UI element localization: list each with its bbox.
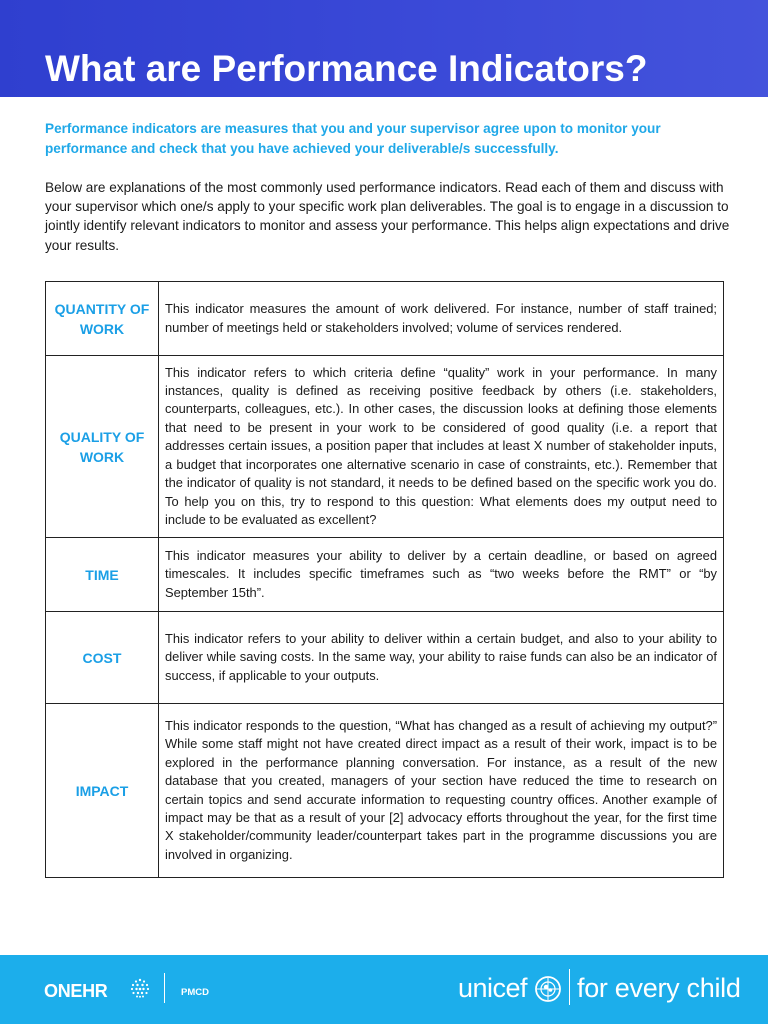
tagline: for every child — [577, 973, 741, 1003]
table-row — [46, 356, 724, 538]
indicator-label: IMPACT — [46, 704, 159, 878]
indicator-label: QUALITY OF WORK — [46, 356, 159, 538]
table-row — [46, 538, 724, 612]
page-header — [0, 0, 768, 97]
intro-text: Performance indicators are measures that you and your supervisor agree upon to monitor your performance and check that you have achieved your deliverable/s successfully. — [45, 121, 661, 156]
body-text: Below are explanations of the most commonly used performance indicators. Read each of them and discuss with your supervisor which one/s apply to your specific work plan deliverables. The goal is to engage in a discussion to jointly identify relevant indicators to monitor and assess your performance. This helps align expectations and drive your results. — [45, 180, 730, 253]
indicator-description: This indicator responds to the question, “What has changed as a result of achieving my output?” While some staff might not have created direct impact as a result of their work, impact is to be explored in the performance planning conversation. For instance, as a result of the new database that you created, managers of your section have reduced the time to research on certain topics and send accurate information to requesting country offices. Another example of impact may be that as a result of your [2] advocacy efforts throughout the year, for the first time X stakeholder/community leader/counterpart takes part in the programme discussions you are involved in organizing. — [159, 704, 724, 878]
page-title: What are Performance Indicators? — [45, 48, 648, 89]
footer-divider — [164, 973, 165, 1003]
indicators-table — [45, 281, 724, 878]
indicator-label: COST — [46, 612, 159, 704]
unicef-logo-text: unicef — [458, 973, 528, 1003]
table-row — [46, 612, 724, 704]
pmcd-label: PMCD — [181, 987, 209, 998]
onehr-logo: ONEHR — [44, 981, 108, 1001]
indicator-label: QUANTITY OF WORK — [46, 282, 159, 356]
indicator-label: TIME — [46, 538, 159, 612]
page-footer — [0, 955, 768, 1024]
unicef-emblem-icon — [534, 975, 562, 1003]
table-row — [46, 704, 724, 878]
globe-dots-icon — [130, 978, 150, 998]
indicator-description: This indicator measures the amount of work delivered. For instance, number of staff trained; number of meetings held or stakeholders involved; volume of services rendered. — [159, 282, 724, 356]
table-row — [46, 282, 724, 356]
footer-divider — [569, 969, 570, 1005]
indicator-description: This indicator measures your ability to deliver by a certain deadline, or based on agreed timescales. It includes specific timeframes such as “two weeks before the RMT” or “by September 15th”. — [159, 538, 724, 612]
indicator-description: This indicator refers to your ability to deliver within a certain budget, and also to your ability to deliver while saving costs. In the same way, your ability to raise funds can also be an indicator of success, if applicable to your outputs. — [159, 612, 724, 704]
indicator-description: This indicator refers to which criteria define “quality” work in your performance. In many instances, quality is defined as receiving positive feedback by others (i.e. stakeholders, counterparts, colleagues, etc.). In other cases, the discussion looks at defining those elements that need to be present in your work to be considered of good quality (i.e. a report that addresses certain issues, a position paper that includes at least X number of stakeholder inputs, a budget that incorporates one alternative scenario in case of constraints, etc.). Remember that the indicator of quality is not standard, it needs to be defined based on the specific work you do. To help you on this, try to respond to this question: What elements does my output need to include to be evaluated as excellent? — [159, 356, 724, 538]
